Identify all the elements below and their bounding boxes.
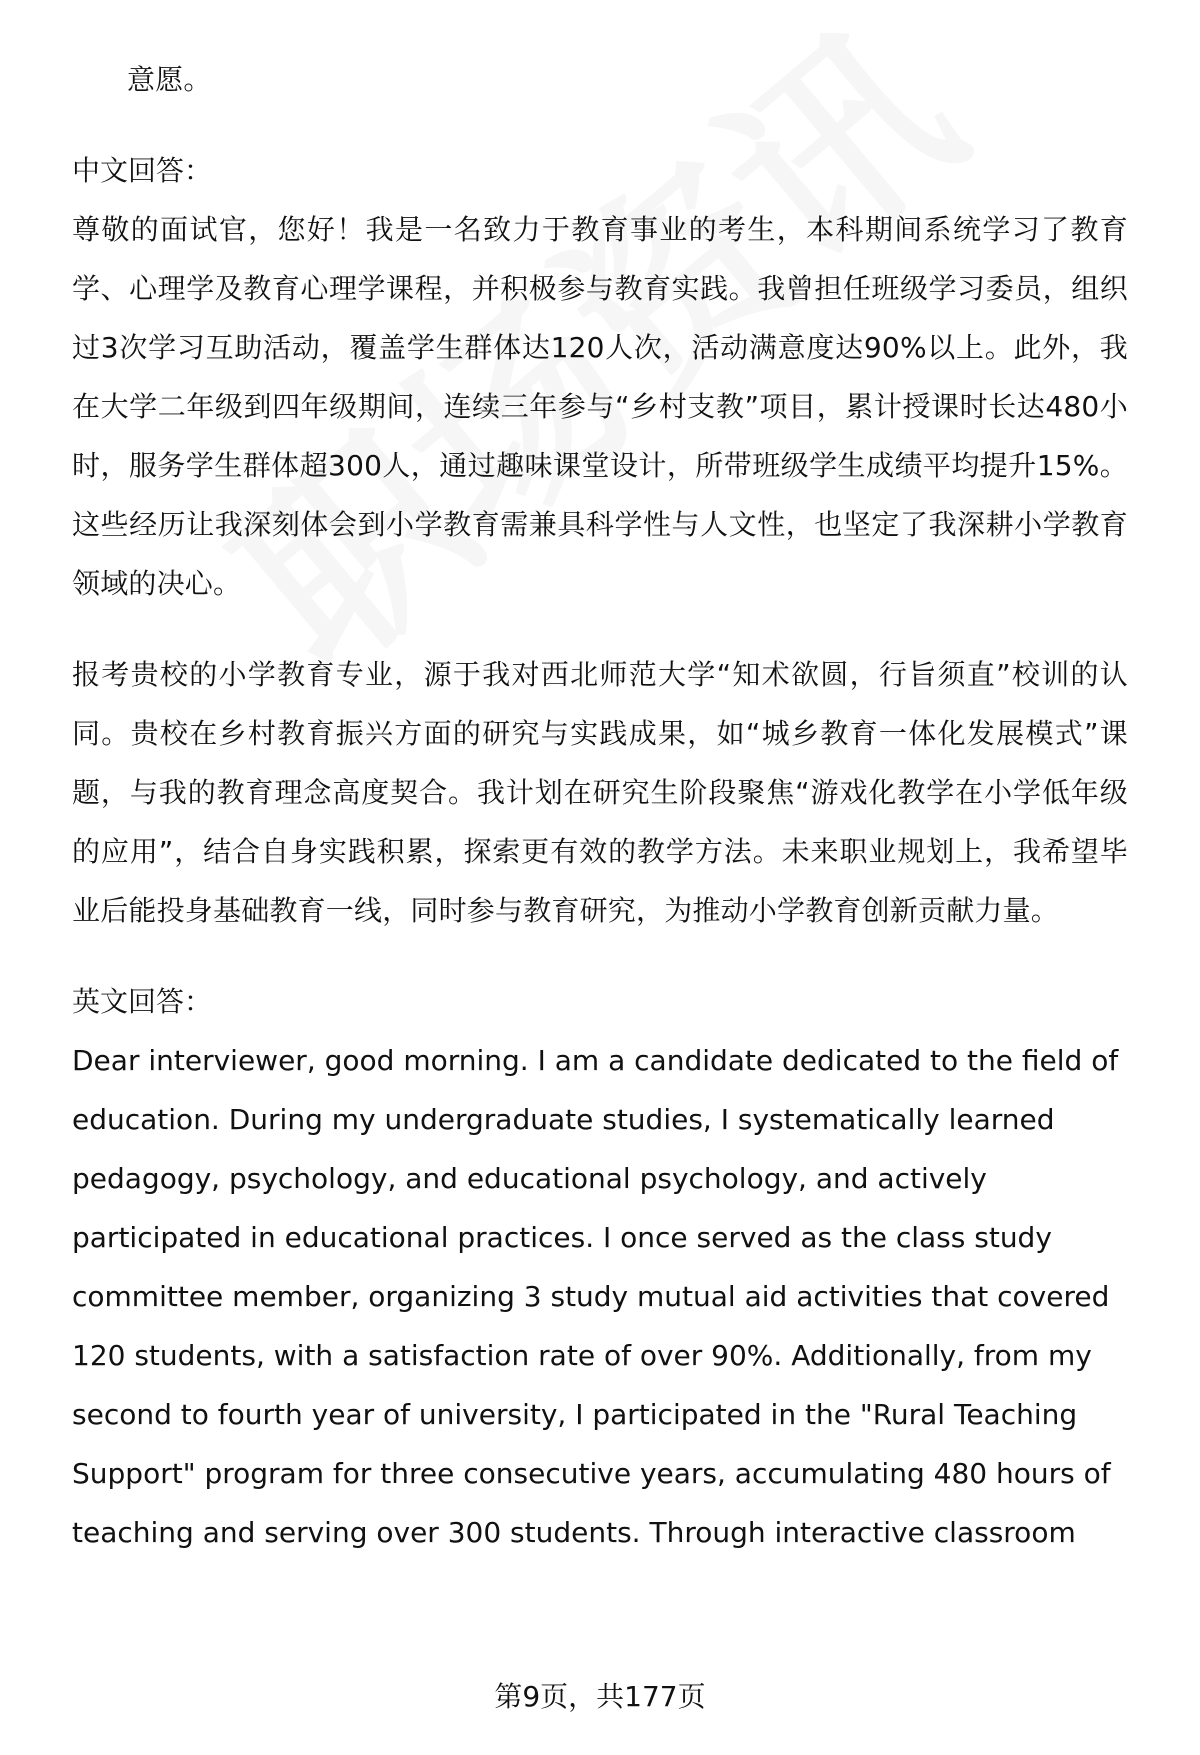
english-answer-section — [72, 972, 1128, 1562]
english-answer-paragraph-1: Dear interviewer, good morning. I am a candidate dedicated to the field of education. During my undergraduate studies, I systematically learned pedagogy, psychology, and educational psychology, and actively participated in educational practices. I once served as the class study committee member, organizing 3 study mutual aid activities that covered 120 students, with a satisfaction rate of over 90%. Additionally, from my second to fourth year of university, I participated in the "Rural Teaching Support" program for three consecutive years, accumulating 480 hours of teaching and serving over 300 students. Through interactive classroom — [72, 1044, 1119, 1549]
chinese-answer-paragraph-1: 尊敬的面试官，您好！我是一名致力于教育事业的考生，本科期间系统学习了教育学、心理学及教育心理学课程，并积极参与教育实践。我曾担任班级学习委员，组织过3次学习互助活动，覆盖学生群体达120人次，活动满意度达90%以上。此外，我在大学二年级到四年级期间，连续三年参与“乡村支教”项目，累计授课时长达480小时，服务学生群体超300人，通过趣味课堂设计，所带班级学生成绩平均提升15%。这些经历让我深刻体会到小学教育需兼具科学性与人文性，也坚定了我深耕小学教育领域的决心。 — [72, 213, 1128, 600]
chinese-answer-paragraph-2: 报考贵校的小学教育专业，源于我对西北师范大学“知术欲圆，行旨须直”校训的认同。贵校在乡村教育振兴方面的研究与实践成果，如“城乡教育一体化发展模式”课题，与我的教育理念高度契合。我计划在研究生阶段聚焦“游戏化教学在小学低年级的应用”，结合自身实践积累，探索更有效的教学方法。未来职业规划上，我希望毕业后能投身基础教育一线，同时参与教育研究，为推动小学教育创新贡献力量。 — [72, 658, 1128, 927]
chinese-answer-label: 中文回答： — [72, 154, 213, 187]
paragraph-gap — [72, 613, 1128, 645]
english-answer-label: 英文回答： — [72, 985, 213, 1018]
page-number-footer: 第9页，共177页 — [494, 1680, 706, 1713]
chinese-answer-section — [72, 141, 1128, 940]
section-gap — [72, 940, 1128, 972]
intro-tail-text: 意愿。 — [127, 63, 212, 96]
section-gap — [72, 109, 1128, 141]
